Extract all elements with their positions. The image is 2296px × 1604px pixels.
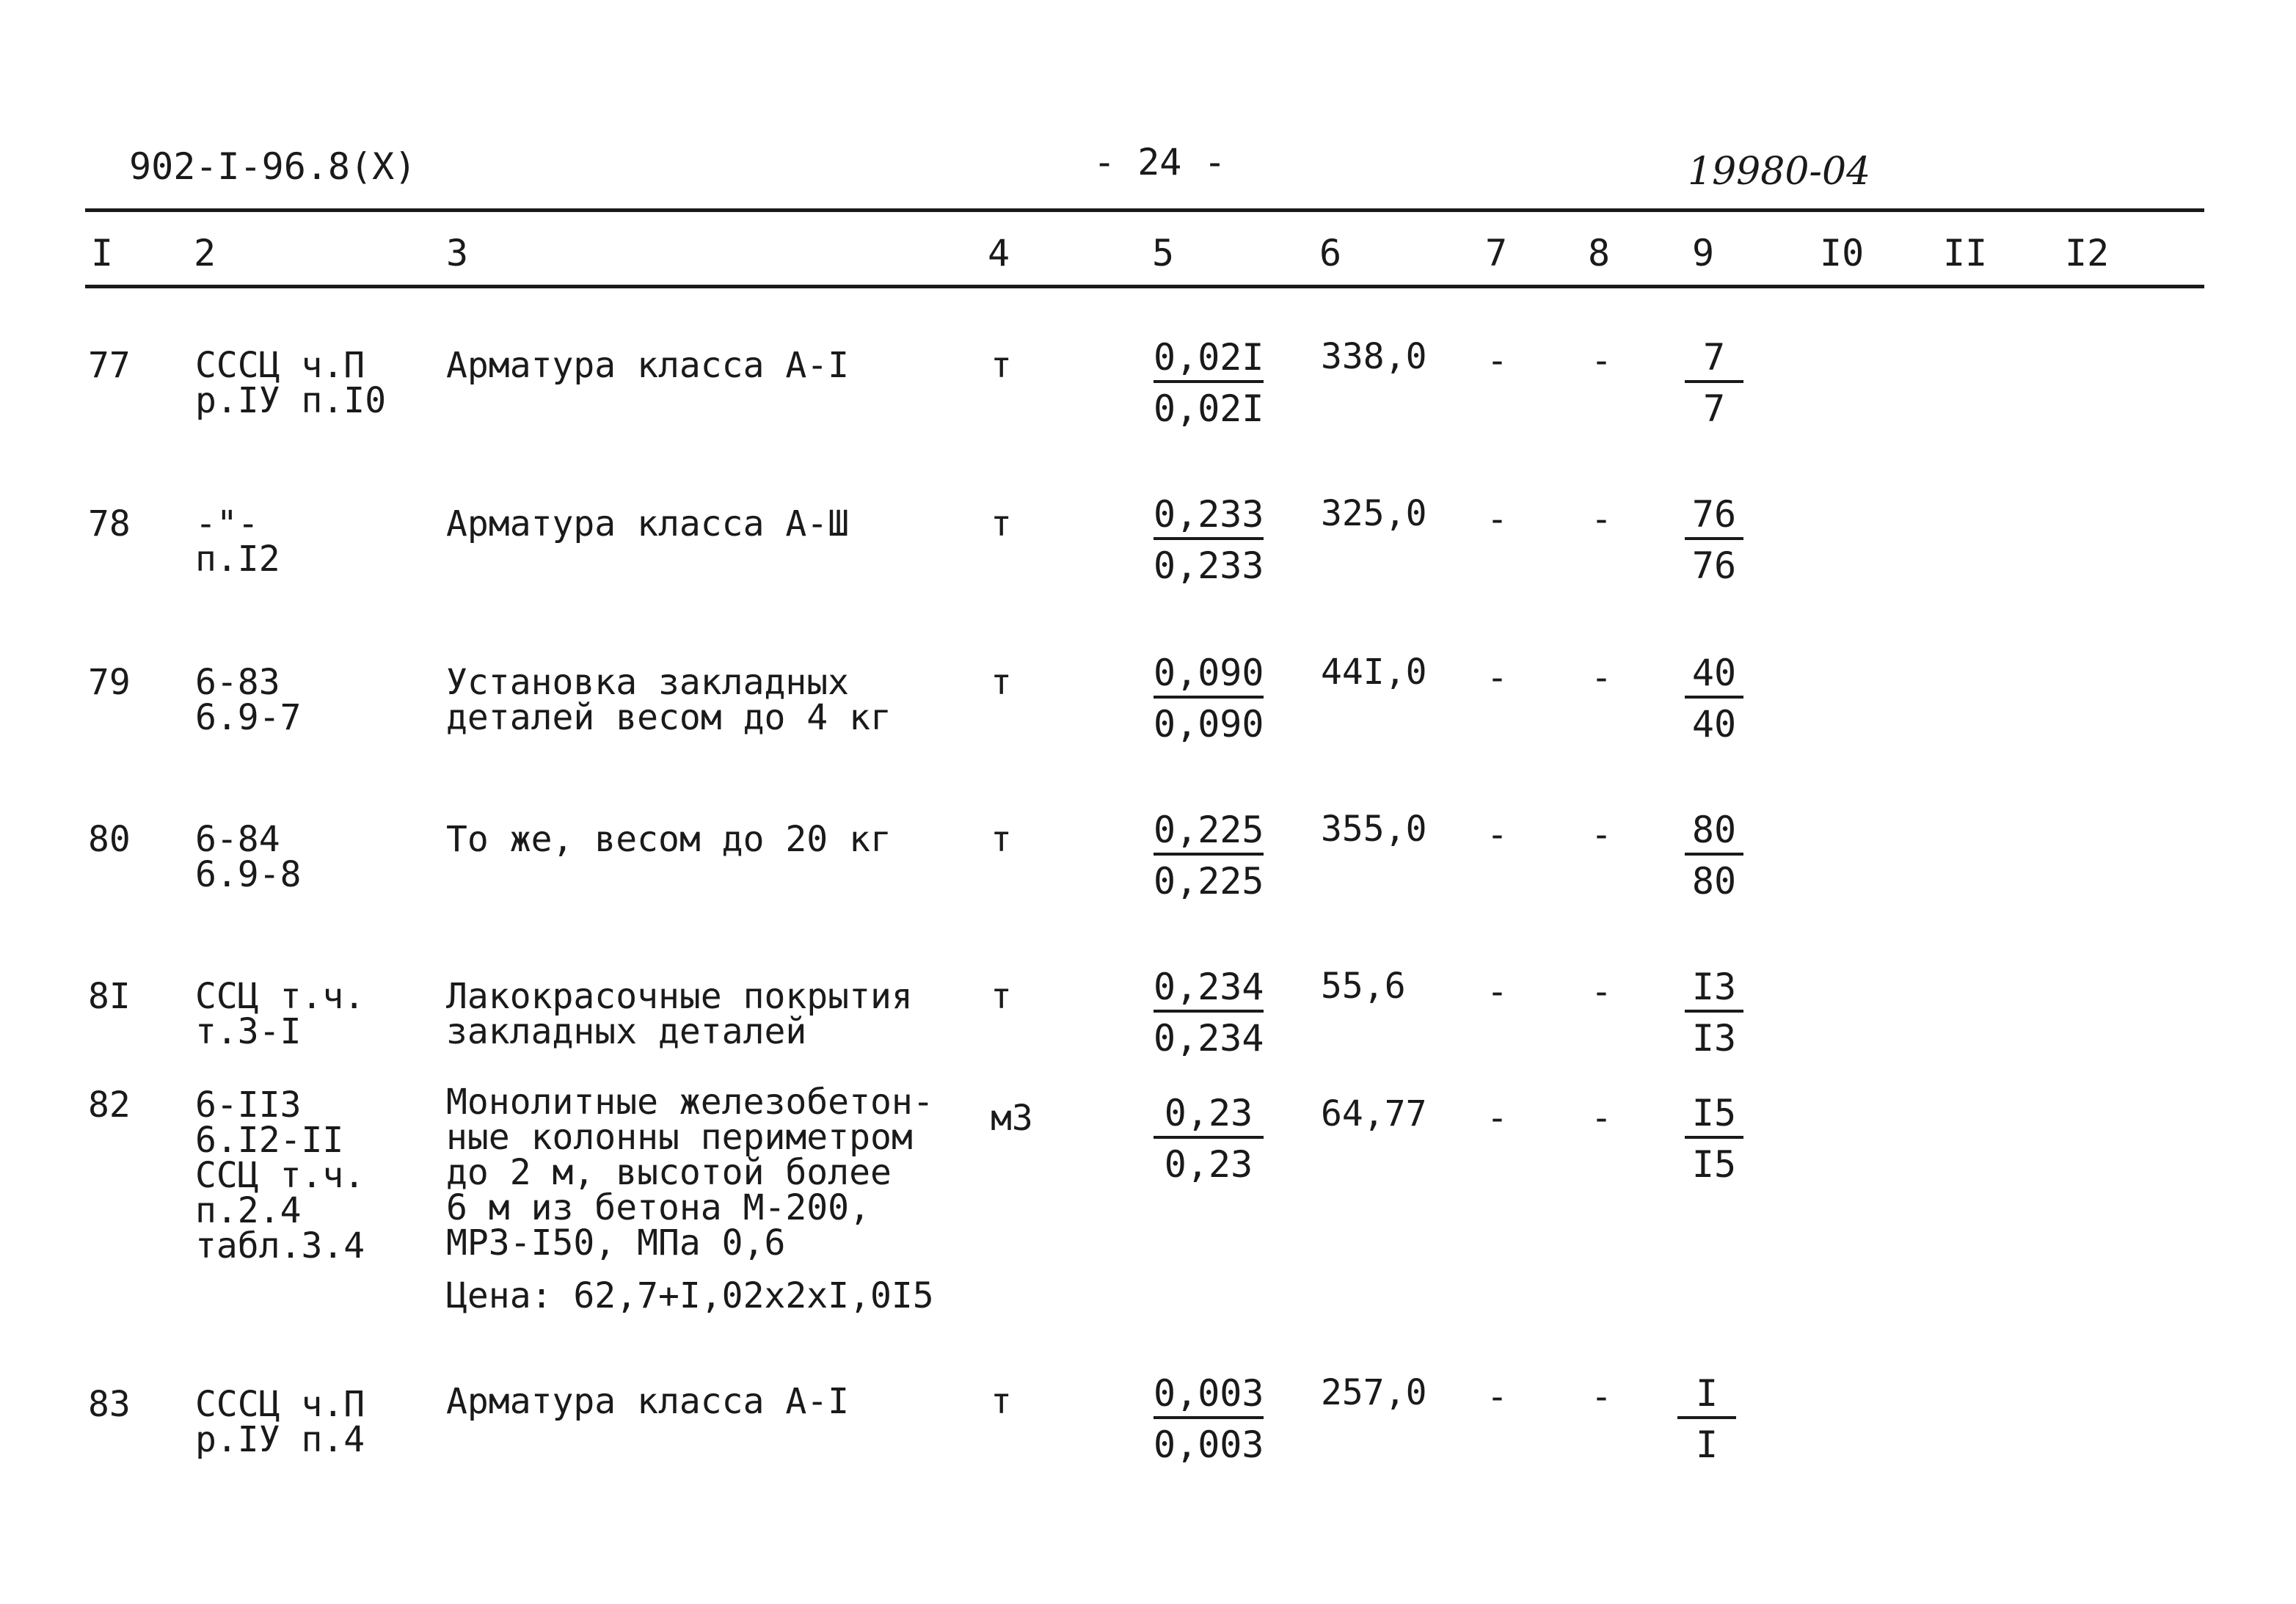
quantity-fraction [1154,966,1264,1060]
unit: м3 [991,1098,1033,1139]
column-9-top: 80 [1685,812,1743,856]
column-9-bottom: 7 [1702,387,1726,430]
column-header-12: I2 [2065,232,2110,274]
column-9-bottom: I3 [1691,1017,1737,1060]
quantity-bottom: 0,234 [1154,1017,1264,1060]
quantity-fraction [1154,1372,1264,1466]
price-note: Цена: 62,7+I,02х2хI,0I5 [446,1275,934,1316]
column-7-value: - [1487,340,1508,382]
column-9-bottom: I5 [1691,1143,1737,1186]
quantity-fraction [1154,652,1264,746]
quantity-bottom: 0,23 [1164,1143,1253,1186]
quantity-bottom: 0,233 [1154,544,1264,587]
work-name: Арматура класса А-I [446,345,850,386]
work-name: Лакокрасочные покрытия закладных деталей [446,976,913,1052]
column-header-1: I [91,232,114,274]
work-name: Установка закладных деталей весом до 4 кг [446,662,892,738]
column-header-7: 7 [1485,232,1508,274]
column-8-value: - [1591,657,1612,699]
row-number: 78 [88,503,131,544]
column-7-value: - [1487,657,1508,699]
unit: т [991,662,1012,703]
column-9-top: I [1677,1375,1736,1419]
quantity-fraction [1154,336,1264,430]
row-number: 8I [88,976,131,1017]
column-header-9: 9 [1692,232,1715,274]
quantity-top: 0,234 [1154,969,1264,1013]
unit: т [991,503,1012,544]
unit-price: 44I,0 [1321,652,1427,693]
column-9-bottom: 76 [1691,544,1737,587]
norm-code: 6-84 6.9-8 [195,819,302,895]
column-7-value: - [1487,499,1508,540]
column-header-2: 2 [194,232,216,274]
unit-price: 64,77 [1321,1093,1427,1134]
header-rule-bottom [85,285,2204,288]
unit: т [991,345,1012,386]
quantity-fraction [1154,493,1264,587]
quantity-fraction [1154,1092,1264,1186]
norm-code: 6-83 6.9-7 [195,662,302,738]
column-9-fraction [1685,336,1743,430]
quantity-bottom: 0,02I [1154,387,1264,430]
unit: т [991,976,1012,1017]
column-8-value: - [1591,814,1612,856]
quantity-top: 0,003 [1154,1375,1264,1419]
column-8-value: - [1591,1098,1612,1139]
column-header-6: 6 [1319,232,1342,274]
row-number: 80 [88,819,131,860]
quantity-bottom: 0,225 [1154,860,1264,903]
page-number: - 24 - [1093,141,1226,183]
row-number: 82 [88,1084,131,1126]
column-header-4: 4 [988,232,1010,274]
column-header-3: 3 [446,232,469,274]
column-9-top: 7 [1685,339,1743,383]
row-number: 83 [88,1384,131,1425]
quantity-top: 0,02I [1154,339,1264,383]
column-9-fraction [1677,1372,1736,1466]
unit-price: 55,6 [1321,966,1406,1007]
column-7-value: - [1487,814,1508,856]
column-header-11: II [1943,232,1988,274]
column-8-value: - [1591,971,1612,1013]
quantity-bottom: 0,090 [1154,703,1264,746]
work-name: Арматура класса А-Ш [446,503,850,544]
work-name: Арматура класса А-I [446,1381,850,1422]
column-8-value: - [1591,499,1612,540]
work-name: Монолитные железобетон- ные колонны периметром до 2 м, высотой более 6 м из бетона М-200, МРЗ-I50, МПа 0,6 [446,1082,934,1264]
quantity-top: 0,23 [1154,1095,1264,1139]
unit-price: 257,0 [1321,1372,1427,1413]
column-header-8: 8 [1588,232,1611,274]
quantity-fraction [1154,809,1264,903]
document-code: 902-I-96.8(X) [129,145,417,188]
column-9-fraction [1685,1092,1743,1186]
quantity-top: 0,225 [1154,812,1264,856]
column-header-10: I0 [1820,232,1865,274]
row-number: 77 [88,345,131,386]
column-9-fraction [1685,809,1743,903]
quantity-top: 0,090 [1154,655,1264,699]
column-7-value: - [1487,971,1508,1013]
column-9-fraction [1685,493,1743,587]
column-7-value: - [1487,1098,1508,1139]
quantity-bottom: 0,003 [1154,1423,1264,1466]
row-number: 79 [88,662,131,703]
column-9-fraction [1685,652,1743,746]
norm-code: СССЦ ч.П р.IУ п.I0 [195,345,387,421]
norm-code: ССЦ т.ч. т.3-I [195,976,365,1052]
unit-price: 325,0 [1321,493,1427,534]
column-8-value: - [1591,340,1612,382]
column-9-bottom: I [1695,1423,1719,1466]
norm-code: СССЦ ч.П р.IУ п.4 [195,1384,365,1460]
column-9-fraction [1685,966,1743,1060]
header-rule-top [85,208,2204,212]
unit: т [991,1381,1012,1422]
archive-number: 19980-04 [1688,150,1871,194]
column-9-top: 40 [1685,655,1743,699]
column-7-value: - [1487,1377,1508,1418]
unit-price: 355,0 [1321,809,1427,850]
unit: т [991,819,1012,860]
norm-code: 6-II3 6.I2-II ССЦ т.ч. п.2.4 табл.3.4 [195,1084,365,1266]
column-8-value: - [1591,1377,1612,1418]
column-9-bottom: 40 [1691,703,1737,746]
column-header-5: 5 [1152,232,1175,274]
unit-price: 338,0 [1321,336,1427,377]
column-9-bottom: 80 [1691,860,1737,903]
work-name: То же, весом до 20 кг [446,819,892,860]
column-9-top: I3 [1685,969,1743,1013]
column-9-top: 76 [1685,496,1743,540]
column-9-top: I5 [1685,1095,1743,1139]
quantity-top: 0,233 [1154,496,1264,540]
norm-code: -"- п.I2 [195,503,280,580]
